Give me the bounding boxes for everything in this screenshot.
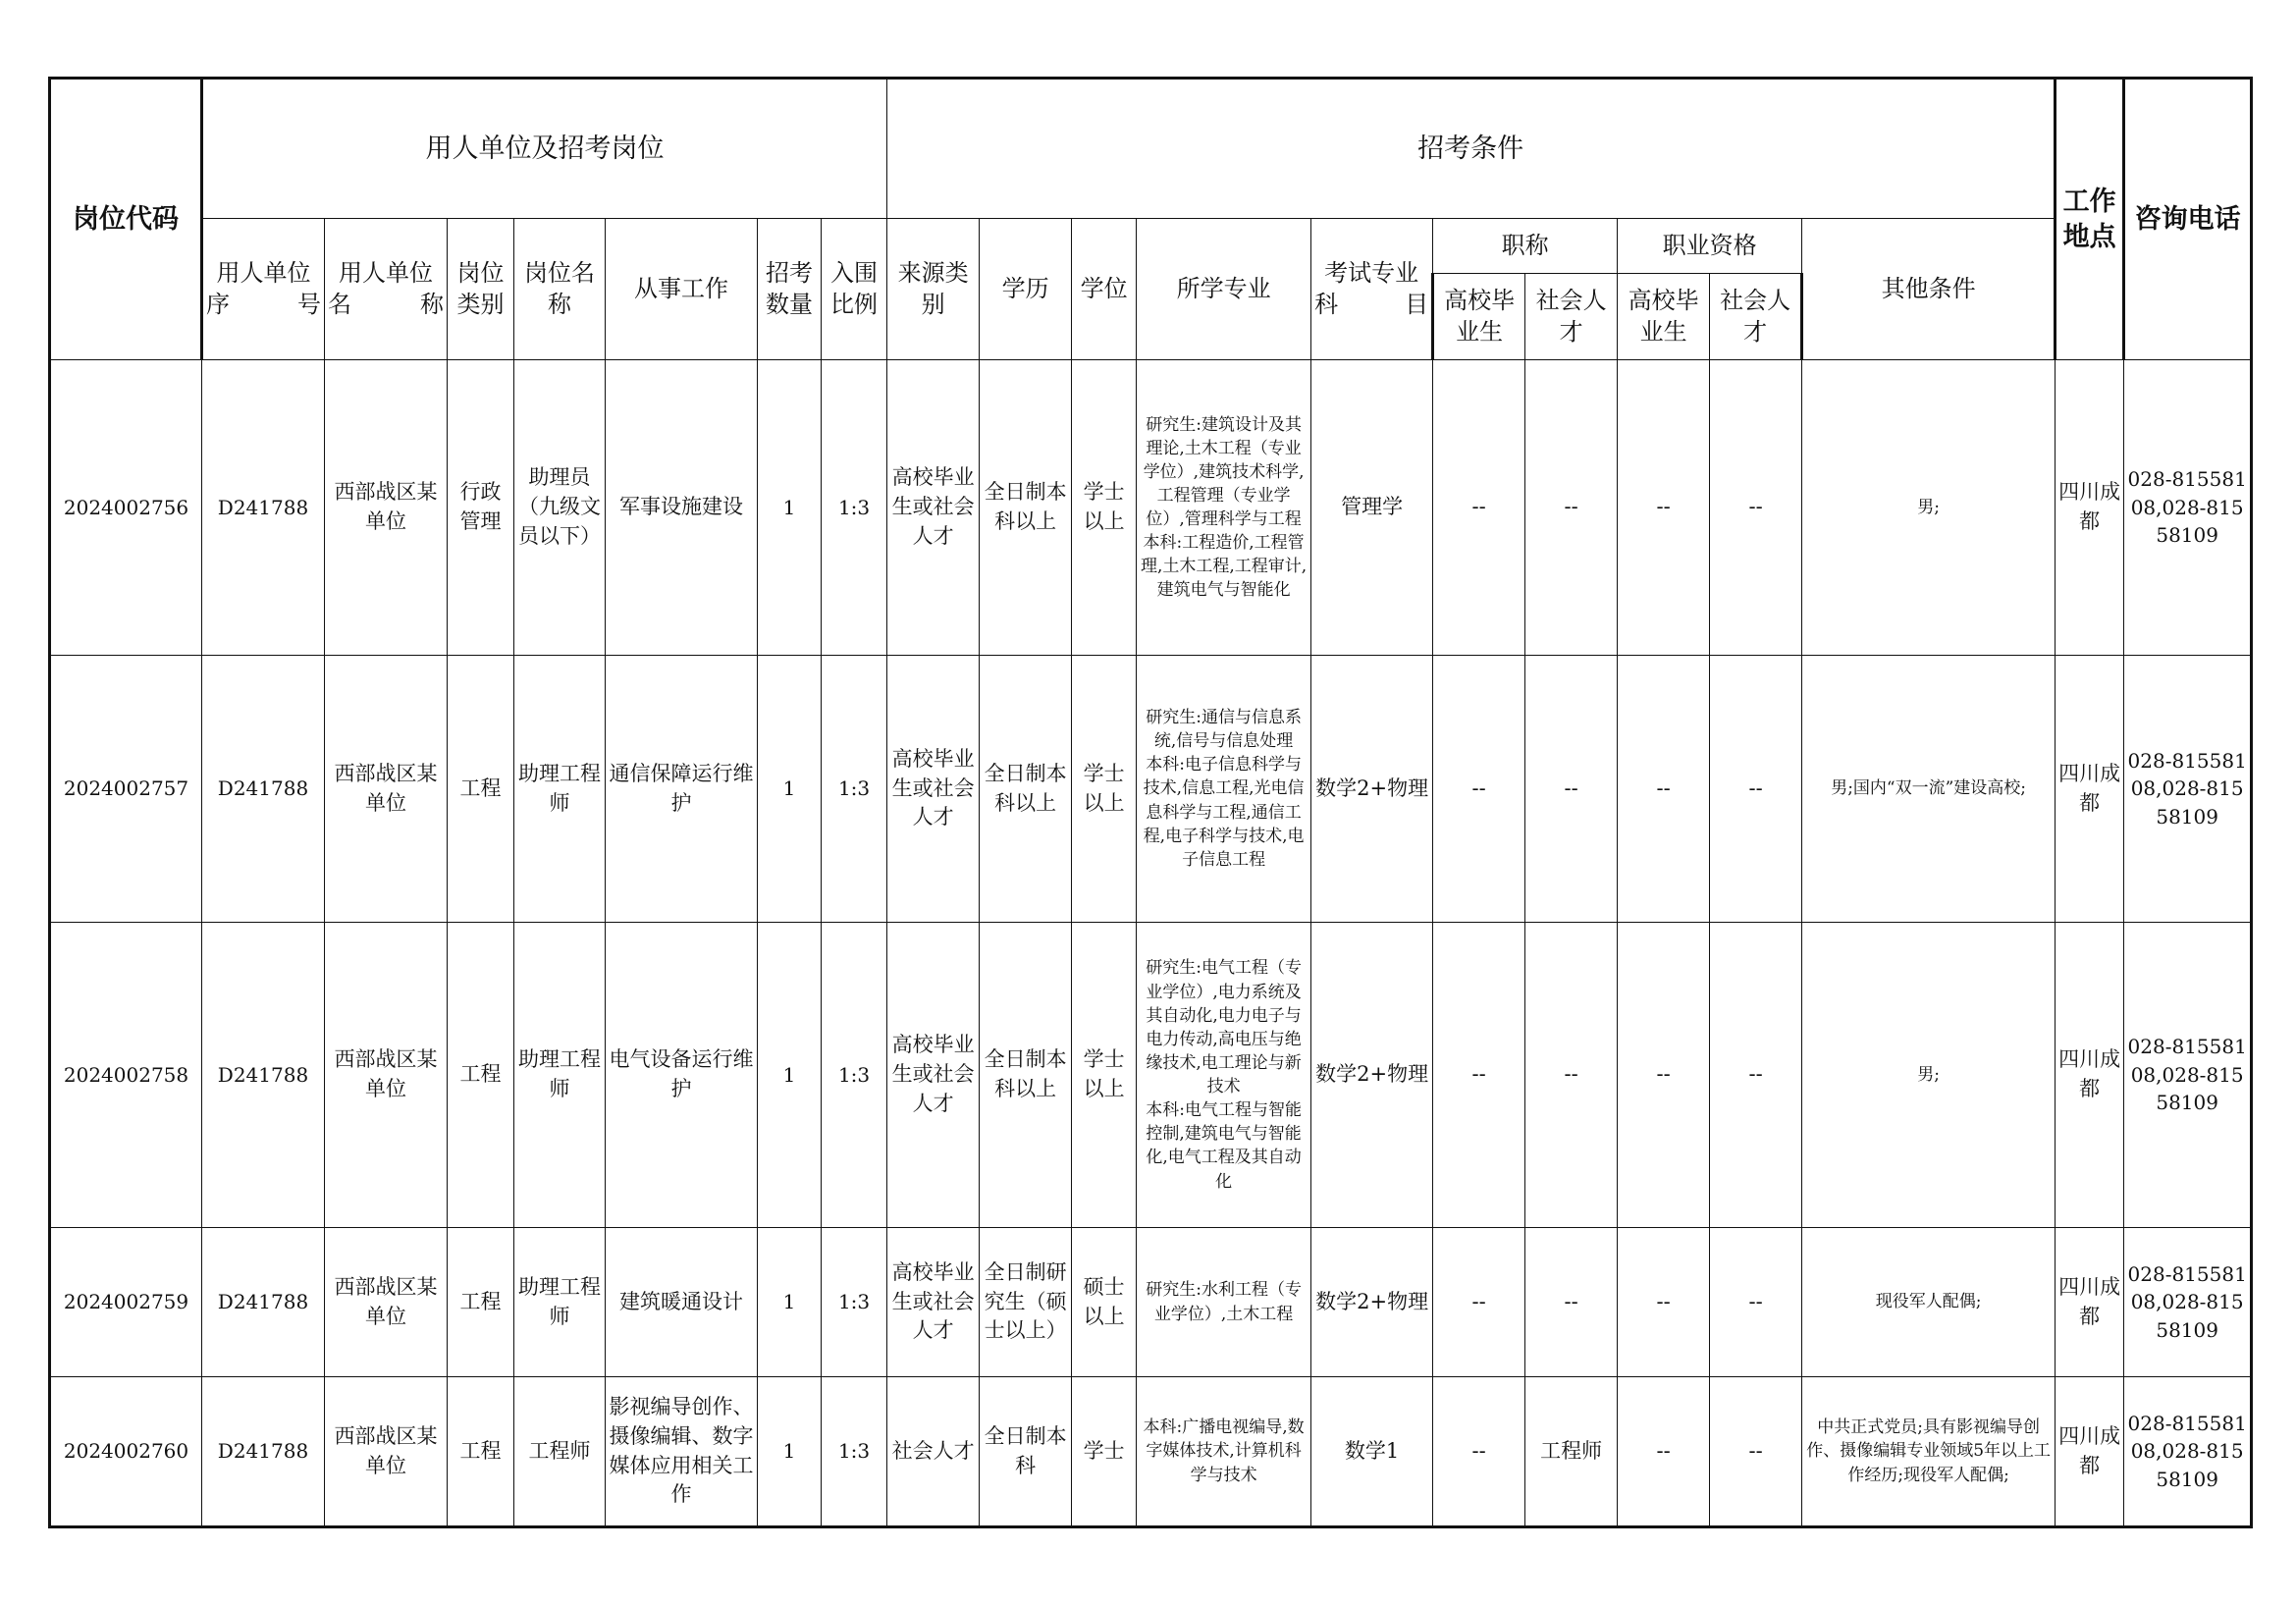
cell-title-social: 工程师 <box>1525 1377 1618 1527</box>
cell-work-content: 电气设备运行维护 <box>606 923 758 1228</box>
cell-post-type: 工程 <box>448 1228 514 1377</box>
cell-other-conditions: 男;国内“双一流”建设高校; <box>1802 656 2056 923</box>
header-post-code: 岗位代码 <box>50 79 202 360</box>
cell-other-conditions: 男; <box>1802 923 2056 1228</box>
header-work-location: 工作地点 <box>2056 79 2124 360</box>
cell-work-location: 四川成都 <box>2056 360 2124 656</box>
cell-title-graduate: -- <box>1433 923 1525 1228</box>
cell-qual-graduate: -- <box>1618 1228 1710 1377</box>
cell-post-name: 工程师 <box>514 1377 606 1527</box>
cell-exam-subject: 管理学 <box>1311 360 1433 656</box>
cell-qual-graduate: -- <box>1618 360 1710 656</box>
header-title-group: 职称 <box>1433 219 1618 274</box>
cell-title-graduate: -- <box>1433 1377 1525 1527</box>
cell-employer-no: D241788 <box>202 923 325 1228</box>
cell-work-content: 通信保障运行维护 <box>606 656 758 923</box>
cell-title-social: -- <box>1525 1228 1618 1377</box>
header-education: 学历 <box>980 219 1072 360</box>
table-row <box>50 923 2252 1228</box>
cell-phone: 028-81558108,028-81558109 <box>2124 923 2252 1228</box>
cell-major: 研究生:水利工程（专业学位）,土木工程 <box>1137 1228 1311 1377</box>
header-degree: 学位 <box>1072 219 1137 360</box>
cell-ratio: 1:3 <box>822 656 887 923</box>
cell-post-type: 工程 <box>448 1377 514 1527</box>
header-qual-social: 社会人才 <box>1710 274 1802 360</box>
cell-quota: 1 <box>758 360 822 656</box>
cell-phone: 028-81558108,028-81558109 <box>2124 360 2252 656</box>
header-quota: 招考数量 <box>758 219 822 360</box>
cell-post-name: 助理工程师 <box>514 656 606 923</box>
cell-post-type: 行政管理 <box>448 360 514 656</box>
header-ratio: 入围比例 <box>822 219 887 360</box>
header-source: 来源类别 <box>887 219 980 360</box>
cell-post-code: 2024002756 <box>50 360 202 656</box>
cell-ratio: 1:3 <box>822 1377 887 1527</box>
cell-major: 本科:广播电视编导,数字媒体技术,计算机科学与技术 <box>1137 1377 1311 1527</box>
cell-qual-graduate: -- <box>1618 656 1710 923</box>
cell-employer-no: D241788 <box>202 360 325 656</box>
cell-phone: 028-81558108,028-81558109 <box>2124 1228 2252 1377</box>
cell-other-conditions: 中共正式党员;具有影视编导创作、摄像编辑专业领域5年以上工作经历;现役军人配偶; <box>1802 1377 2056 1527</box>
cell-qual-social: -- <box>1710 360 1802 656</box>
cell-title-graduate: -- <box>1433 360 1525 656</box>
cell-title-social: -- <box>1525 360 1618 656</box>
header-major: 所学专业 <box>1137 219 1311 360</box>
cell-degree: 学士以上 <box>1072 656 1137 923</box>
cell-work-location: 四川成都 <box>2056 1377 2124 1527</box>
header-employer-no: 用人单位序 号 <box>202 219 325 360</box>
cell-degree: 硕士以上 <box>1072 1228 1137 1377</box>
header-other-conditions: 其他条件 <box>1802 219 2056 360</box>
cell-post-type: 工程 <box>448 656 514 923</box>
cell-degree: 学士以上 <box>1072 923 1137 1228</box>
table-row <box>50 656 2252 923</box>
cell-qual-social: -- <box>1710 656 1802 923</box>
cell-degree: 学士 <box>1072 1377 1137 1527</box>
header-title-social: 社会人才 <box>1525 274 1618 360</box>
cell-other-conditions: 现役军人配偶; <box>1802 1228 2056 1377</box>
header-employer-name: 用人单位名 称 <box>325 219 448 360</box>
cell-post-code: 2024002760 <box>50 1377 202 1527</box>
cell-work-location: 四川成都 <box>2056 656 2124 923</box>
cell-post-code: 2024002759 <box>50 1228 202 1377</box>
cell-education: 全日制本科 <box>980 1377 1072 1527</box>
header-work-content: 从事工作 <box>606 219 758 360</box>
cell-employer-name: 西部战区某单位 <box>325 923 448 1228</box>
cell-ratio: 1:3 <box>822 360 887 656</box>
cell-source: 社会人才 <box>887 1377 980 1527</box>
cell-work-location: 四川成都 <box>2056 923 2124 1228</box>
cell-source: 高校毕业生或社会人才 <box>887 656 980 923</box>
header-phone: 咨询电话 <box>2124 79 2252 360</box>
cell-source: 高校毕业生或社会人才 <box>887 1228 980 1377</box>
cell-title-graduate: -- <box>1433 1228 1525 1377</box>
cell-major: 研究生:电气工程（专业学位）,电力系统及其自动化,电力电子与电力传动,高电压与绝缘技术,电工理论与新技术 本科:电气工程与智能控制,建筑电气与智能化,电气工程及其自动化 <box>1137 923 1311 1228</box>
cell-ratio: 1:3 <box>822 923 887 1228</box>
cell-employer-no: D241788 <box>202 1377 325 1527</box>
cell-other-conditions: 男; <box>1802 360 2056 656</box>
cell-major: 研究生:建筑设计及其理论,土木工程（专业学位）,建筑技术科学,工程管理（专业学位）,管理科学与工程 本科:工程造价,工程管理,土木工程,工程审计,建筑电气与智能化 <box>1137 360 1311 656</box>
header-qualification-group: 职业资格 <box>1618 219 1802 274</box>
cell-post-name: 助理工程师 <box>514 923 606 1228</box>
header-employer-group: 用人单位及招考岗位 <box>202 79 887 219</box>
cell-qual-graduate: -- <box>1618 923 1710 1228</box>
header-post-type: 岗位类别 <box>448 219 514 360</box>
cell-education: 全日制本科以上 <box>980 360 1072 656</box>
cell-work-content: 军事设施建设 <box>606 360 758 656</box>
cell-exam-subject: 数学2+物理 <box>1311 656 1433 923</box>
cell-phone: 028-81558108,028-81558109 <box>2124 1377 2252 1527</box>
cell-source: 高校毕业生或社会人才 <box>887 923 980 1228</box>
table-row <box>50 360 2252 656</box>
cell-exam-subject: 数学2+物理 <box>1311 1228 1433 1377</box>
cell-education: 全日制本科以上 <box>980 656 1072 923</box>
cell-title-social: -- <box>1525 656 1618 923</box>
cell-qual-social: -- <box>1710 923 1802 1228</box>
cell-employer-no: D241788 <box>202 1228 325 1377</box>
cell-exam-subject: 数学2+物理 <box>1311 923 1433 1228</box>
header-qual-graduate: 高校毕业生 <box>1618 274 1710 360</box>
cell-work-location: 四川成都 <box>2056 1228 2124 1377</box>
table-row <box>50 1228 2252 1377</box>
cell-employer-name: 西部战区某单位 <box>325 656 448 923</box>
cell-work-content: 影视编导创作、摄像编辑、数字媒体应用相关工作 <box>606 1377 758 1527</box>
cell-ratio: 1:3 <box>822 1228 887 1377</box>
cell-employer-name: 西部战区某单位 <box>325 360 448 656</box>
header-exam-subject: 考试专业科 目 <box>1311 219 1433 360</box>
cell-phone: 028-81558108,028-81558109 <box>2124 656 2252 923</box>
cell-quota: 1 <box>758 1228 822 1377</box>
cell-title-social: -- <box>1525 923 1618 1228</box>
cell-education: 全日制研究生（硕士以上） <box>980 1228 1072 1377</box>
cell-post-code: 2024002758 <box>50 923 202 1228</box>
cell-quota: 1 <box>758 1377 822 1527</box>
header-conditions-group: 招考条件 <box>887 79 2056 219</box>
cell-exam-subject: 数学1 <box>1311 1377 1433 1527</box>
cell-quota: 1 <box>758 656 822 923</box>
cell-work-content: 建筑暖通设计 <box>606 1228 758 1377</box>
cell-source: 高校毕业生或社会人才 <box>887 360 980 656</box>
table-row <box>50 1377 2252 1527</box>
cell-employer-name: 西部战区某单位 <box>325 1377 448 1527</box>
cell-education: 全日制本科以上 <box>980 923 1072 1228</box>
cell-employer-no: D241788 <box>202 656 325 923</box>
cell-post-name: 助理工程师 <box>514 1228 606 1377</box>
cell-qual-social: -- <box>1710 1228 1802 1377</box>
recruitment-sheet <box>48 77 2253 1528</box>
cell-post-code: 2024002757 <box>50 656 202 923</box>
cell-degree: 学士以上 <box>1072 360 1137 656</box>
recruitment-table <box>48 77 2253 1528</box>
cell-quota: 1 <box>758 923 822 1228</box>
cell-post-type: 工程 <box>448 923 514 1228</box>
cell-employer-name: 西部战区某单位 <box>325 1228 448 1377</box>
cell-qual-social: -- <box>1710 1377 1802 1527</box>
header-post-name: 岗位名称 <box>514 219 606 360</box>
header-title-graduate: 高校毕业生 <box>1433 274 1525 360</box>
cell-post-name: 助理员（九级文员以下） <box>514 360 606 656</box>
cell-major: 研究生:通信与信息系统,信号与信息处理 本科:电子信息科学与技术,信息工程,光电信息科学与工程,通信工程,电子科学与技术,电子信息工程 <box>1137 656 1311 923</box>
cell-qual-graduate: -- <box>1618 1377 1710 1527</box>
cell-title-graduate: -- <box>1433 656 1525 923</box>
